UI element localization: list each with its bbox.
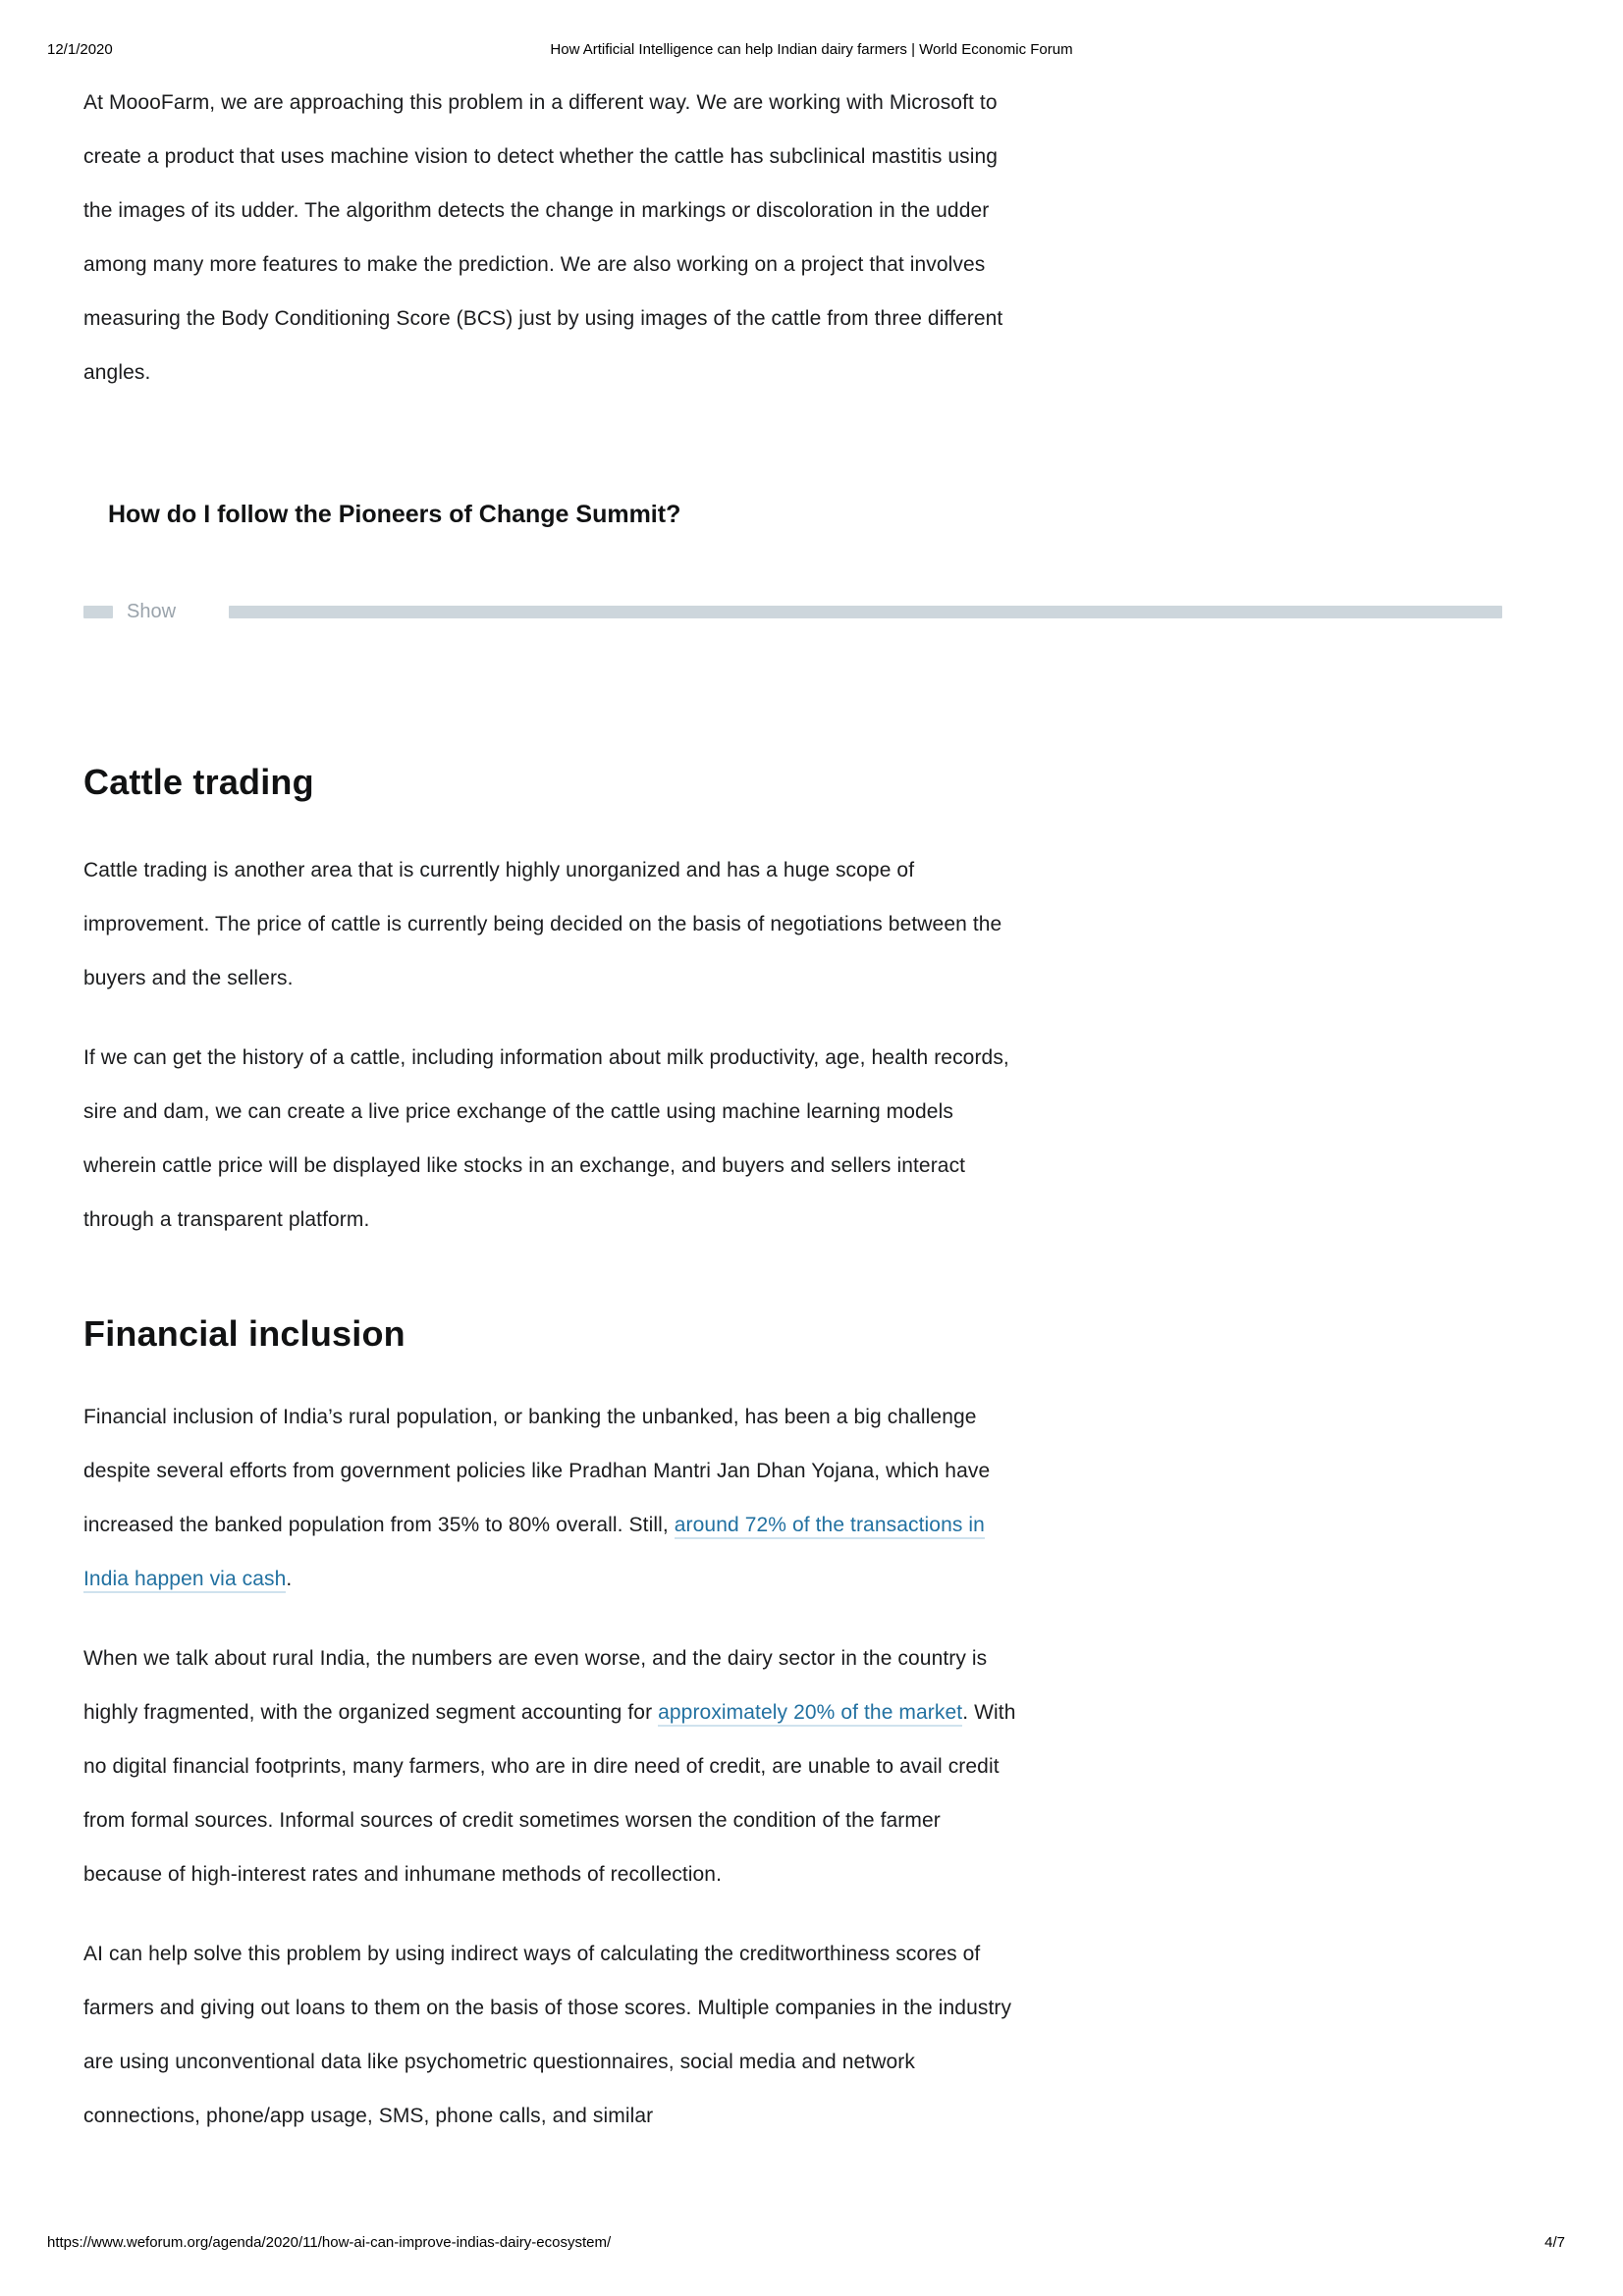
accordion-toggle-row	[83, 594, 1502, 629]
divider-bar-left	[83, 606, 113, 618]
text-run: If we can get the history of a cattle, including information about milk productivity, age, health records, sire and dam, we can create a live price exchange of the cattle using machine learning models wherein cattle price will be displayed like stocks in an exchange, and buyers and sellers interact through a transparent platform.	[83, 1046, 1009, 1231]
text-run: . With no digital financial footprints, many farmers, who are in dire need of credit, are unable to avail credit from formal sources. Informal sources of credit sometimes worsen the condition of the farmer because of high-interest rates and inhumane methods of recollection.	[83, 1701, 1016, 1886]
show-toggle[interactable]: Show	[127, 600, 177, 622]
article-sections	[83, 761, 1517, 2143]
text-run: .	[286, 1568, 293, 1590]
section-1	[83, 761, 1517, 1247]
text-run: When we talk about rural India, the numbers are even worse, and the dairy sector in the country is highly fragmented, with the organized segment accounting for	[83, 1647, 988, 1724]
text-run: Financial inclusion of India’s rural population, or banking the unbanked, has been a big challenge despite several efforts from government policies like Pradhan Mantri Jan Dhan Yojana, which have increased the banked population from 35% to 80% overall. Still,	[83, 1406, 991, 1536]
section-heading: Financial inclusion	[83, 1313, 406, 1354]
text-run: Cattle trading is another area that is currently highly unorganized and has a huge scope of improvement. The price of cattle is currently being decided on the basis of negotiations between the buyers and the sellers.	[83, 859, 1002, 989]
divider-bar-right	[229, 606, 1502, 618]
footer-url: https://www.weforum.org/agenda/2020/11/how-ai-can-improve-indias-dairy-ecosystem/	[47, 2234, 612, 2251]
print-footer	[47, 2234, 1565, 2251]
paragraph	[83, 843, 1016, 1005]
article-content	[83, 0, 1517, 2143]
paragraph	[83, 1031, 1016, 1247]
accordion-question: How do I follow the Pioneers of Change Summit?	[108, 501, 681, 528]
inline-link[interactable]: around 72% of the transactions in India happen via cash	[83, 1514, 985, 1593]
paragraph	[83, 1631, 1016, 1901]
section-heading: Cattle trading	[83, 762, 314, 802]
text-run: AI can help solve this problem by using indirect ways of calculating the creditworthiness scores of farmers and giving out loans to them on the basis of those scores. Multiple companies in the industry are using unconventional data like psychometric questionnaires, social media and network connections, phone/app usage, SMS, phone calls, and similar	[83, 1943, 1012, 2127]
paragraph	[83, 1390, 1016, 1606]
print-title: How Artificial Intelligence can help Indian dairy farmers | World Economic Forum	[550, 41, 1073, 58]
inline-link[interactable]: approximately 20% of the market	[658, 1701, 962, 1727]
intro-paragraph: At MoooFarm, we are approaching this problem in a different way. We are working with Microsoft to create a product that uses machine vision to detect whether the cattle has subclinical mastitis using the images of its udder. The algorithm detects the change in markings or discoloration in the udder among many more features to make the prediction. We are also working on a project that involves measuring the Body Conditioning Score (BCS) just by using images of the cattle from three different angles.	[83, 91, 1003, 384]
page-number: 4/7	[1544, 2234, 1565, 2251]
section-2	[83, 1312, 1517, 2143]
print-date: 12/1/2020	[47, 41, 113, 58]
paragraph	[83, 1927, 1016, 2143]
